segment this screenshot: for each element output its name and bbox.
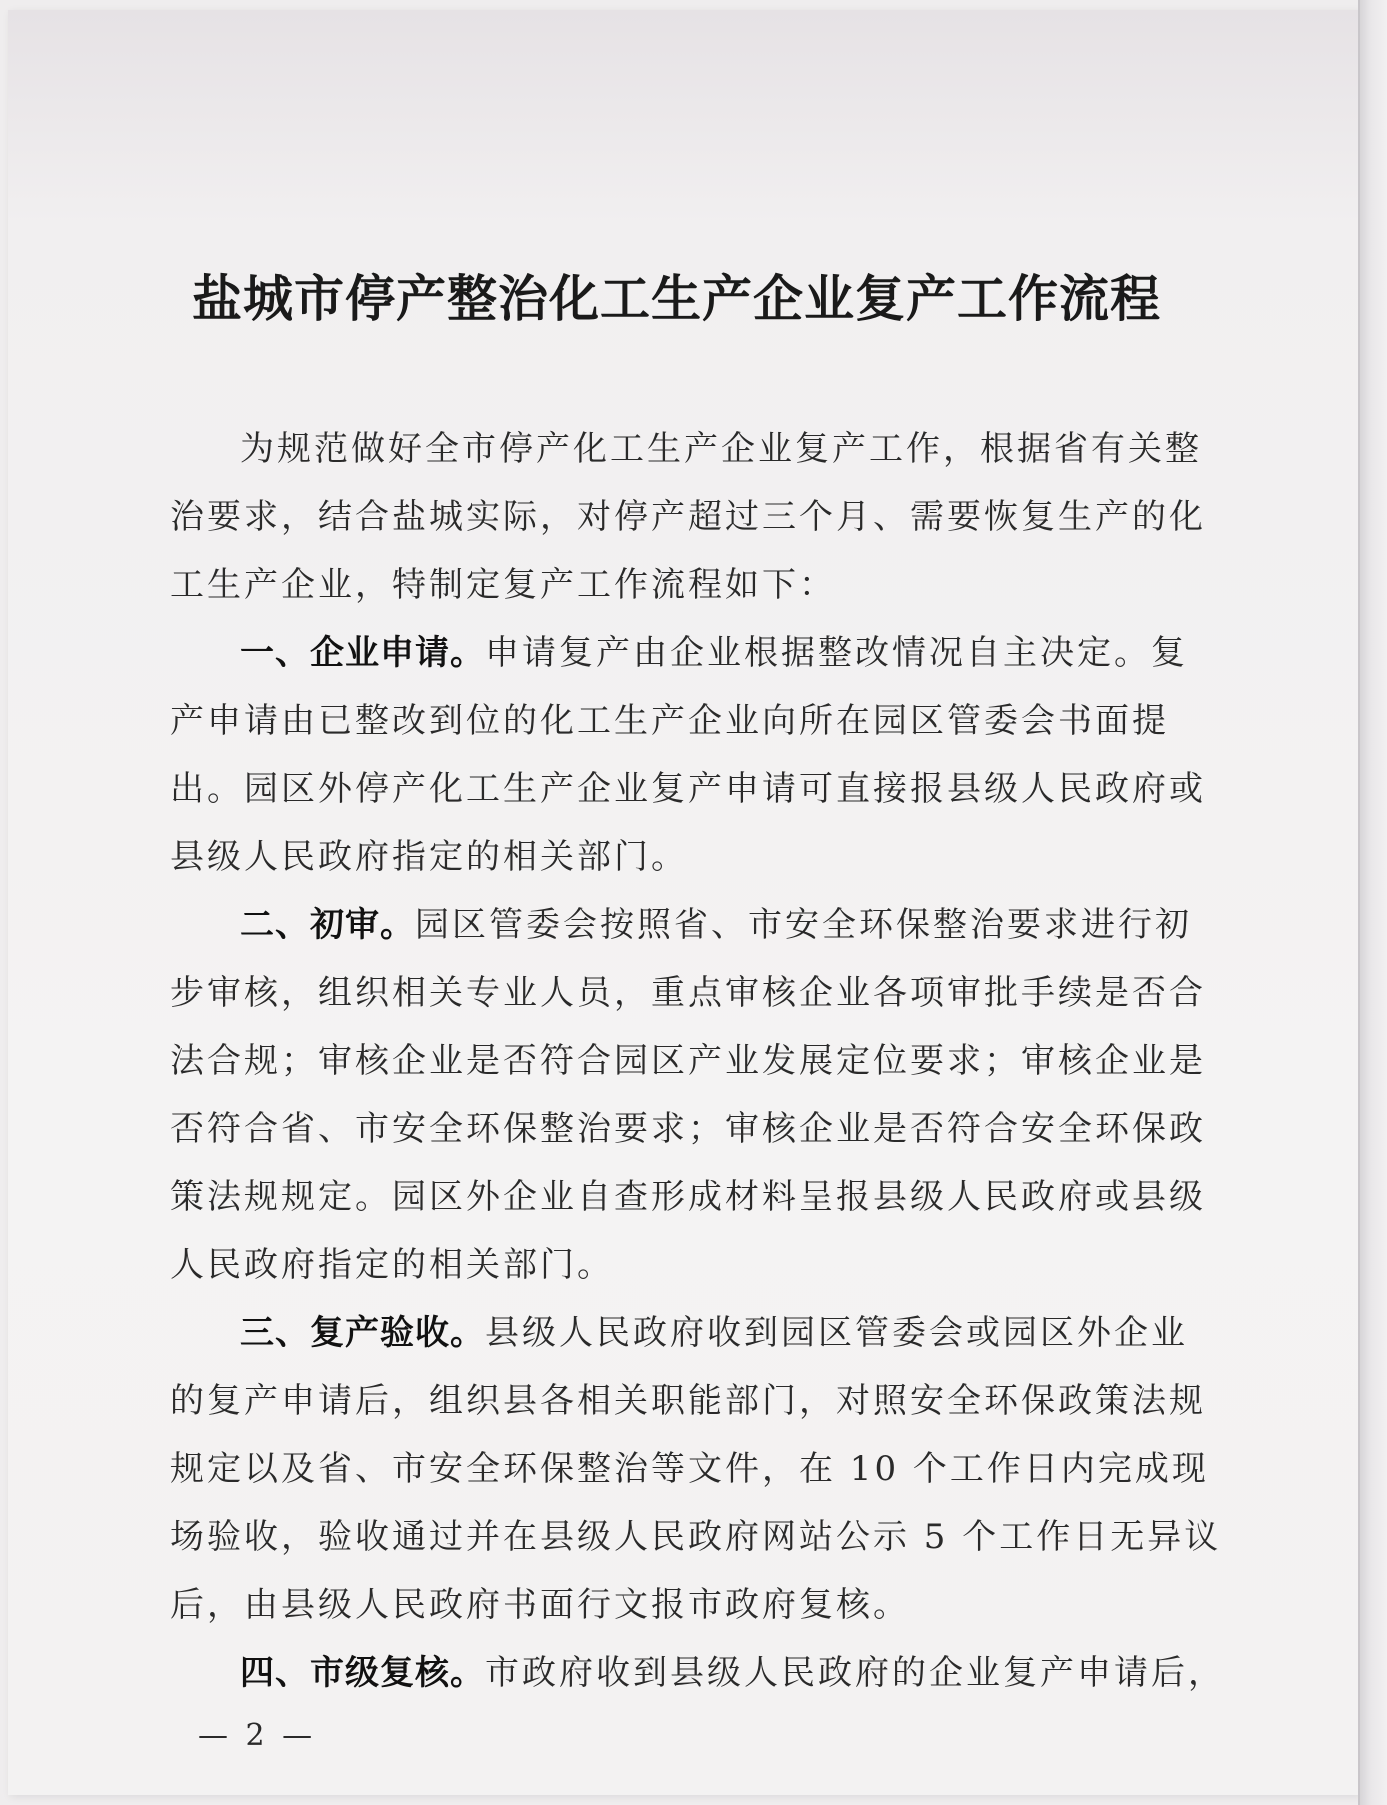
section-line: 出。园区外停产化工生产企业复产申请可直接报县级人民政府或 <box>170 769 1206 809</box>
page-stack-edge <box>1360 0 1387 1805</box>
section-2-first-line <box>170 891 1205 959</box>
intro-line: 治要求，结合盐城实际，对停产超过三个月、需要恢复生产的化 <box>170 497 1206 537</box>
section-line: 否符合省、市安全环保整治要求；审核企业是否符合安全环保政 <box>170 1109 1206 1149</box>
section-heading: 四、市级复核。 <box>240 1653 485 1693</box>
section-text: 申请复产由企业根据整改情况自主决定。复 <box>485 633 1188 673</box>
page-number: — 2 — <box>198 1718 317 1753</box>
section-text: 市政府收到县级人民政府的企业复产申请后， <box>485 1653 1225 1693</box>
section-line: 步审核，组织相关专业人员，重点审核企业各项审批手续是否合 <box>170 973 1206 1013</box>
intro-line: 为规范做好全市停产化工生产企业复产工作，根据省有关整 <box>240 429 1202 469</box>
section-line: 的复产申请后，组织县各相关职能部门，对照安全环保政策法规 <box>170 1381 1206 1421</box>
section-heading: 二、初审。 <box>240 905 415 945</box>
intro-line: 工生产企业，特制定复产工作流程如下： <box>170 565 836 605</box>
section-line: 人民政府指定的相关部门。 <box>170 1245 614 1285</box>
document-title: 盐城市停产整治化工生产企业复产工作流程 <box>192 269 1161 328</box>
section-heading: 一、企业申请。 <box>240 633 485 673</box>
section-1-first-line <box>170 619 1205 687</box>
section-line: 法合规；审核企业是否符合园区产业发展定位要求；审核企业是 <box>170 1041 1206 1081</box>
section-4-first-line <box>170 1639 1225 1707</box>
document-body <box>170 415 1225 1707</box>
section-line: 县级人民政府指定的相关部门。 <box>170 837 688 877</box>
section-line: 产申请由已整改到位的化工生产企业向所在园区管委会书面提 <box>170 701 1169 741</box>
section-3-first-line <box>170 1299 1205 1367</box>
section-line: 策法规规定。园区外企业自查形成材料呈报县级人民政府或县级 <box>170 1177 1206 1217</box>
section-line: 场验收，验收通过并在县级人民政府网站公示 5 个工作日无异议 <box>170 1517 1222 1557</box>
section-heading: 三、复产验收。 <box>240 1313 485 1353</box>
section-line: 规定以及省、市安全环保整治等文件，在 10 个工作日内完成现 <box>170 1449 1209 1489</box>
section-line: 后，由县级人民政府书面行文报市政府复核。 <box>170 1585 910 1625</box>
section-text: 园区管委会按照省、市安全环保整治要求进行初 <box>415 905 1192 945</box>
section-text: 县级人民政府收到园区管委会或园区外企业 <box>485 1313 1188 1353</box>
